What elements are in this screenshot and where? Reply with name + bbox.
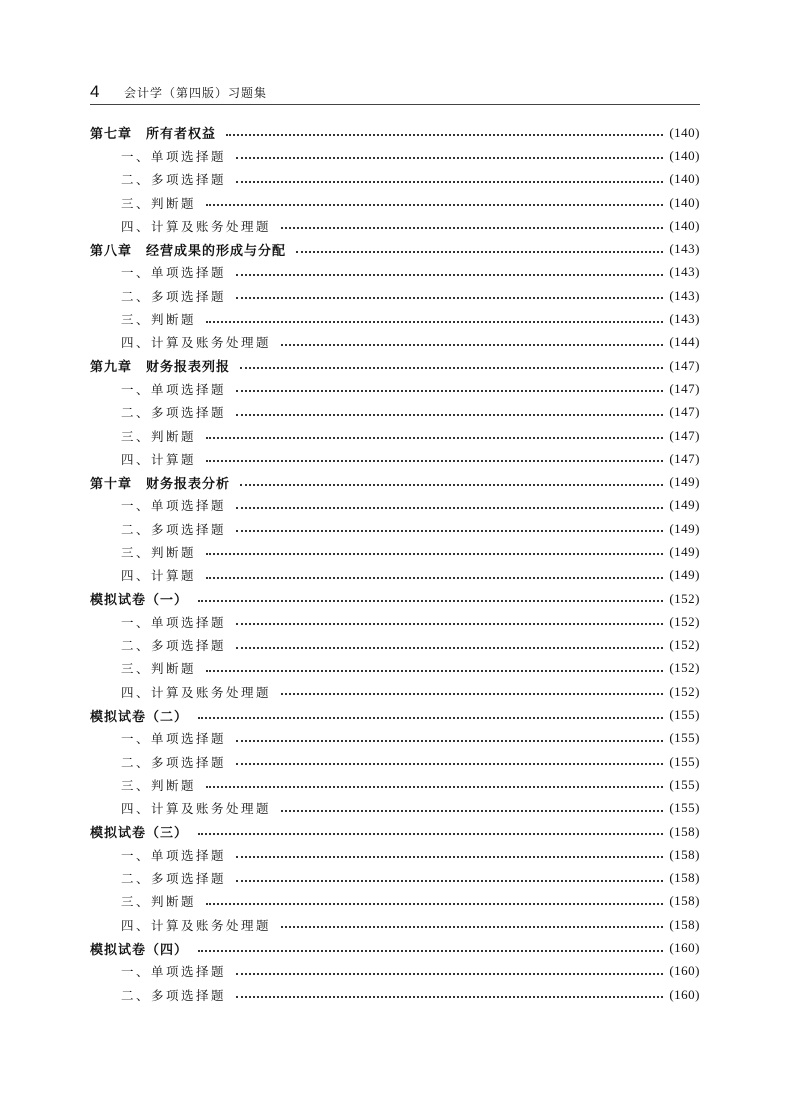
toc-page-number: (149) xyxy=(669,474,700,490)
toc-page-number: (143) xyxy=(669,264,700,280)
toc-entry-title: 第九章 财务报表列报 xyxy=(90,360,231,376)
dot-leader xyxy=(206,552,663,555)
dot-leader xyxy=(198,716,663,719)
toc-page-number: (143) xyxy=(669,287,700,303)
running-header xyxy=(90,82,700,105)
toc-page-number: (143) xyxy=(669,241,700,257)
dot-leader xyxy=(236,413,663,416)
toc-page-number: (155) xyxy=(669,753,700,769)
dot-leader xyxy=(236,273,663,276)
toc-section-entry xyxy=(90,401,700,424)
dot-leader xyxy=(281,226,663,229)
toc-page-number: (144) xyxy=(669,334,700,350)
toc-section-entry xyxy=(90,214,700,237)
toc-entry-title: 一、单项选择题 xyxy=(121,614,227,630)
toc-section-entry xyxy=(90,517,700,540)
toc-page-number: (155) xyxy=(669,730,700,746)
dot-leader xyxy=(198,949,663,952)
toc-entry-title: 四、计算题 xyxy=(121,568,197,584)
toc-page-number: (149) xyxy=(669,497,700,513)
toc-chapter-entry xyxy=(90,470,700,493)
dot-leader xyxy=(236,296,663,299)
dot-leader xyxy=(281,925,663,928)
toc-section-entry xyxy=(90,284,700,307)
toc-entry-title: 三、判断题 xyxy=(121,428,197,444)
toc-entry-title: 一、单项选择题 xyxy=(121,148,227,164)
toc-entry-title: 第八章 经营成果的形成与分配 xyxy=(90,243,287,259)
toc-entry-title: 模拟试卷（三） xyxy=(90,826,189,842)
toc-entry-title: 二、多项选择题 xyxy=(121,521,227,537)
toc-entry-title: 一、单项选择题 xyxy=(121,498,227,514)
dot-leader xyxy=(281,343,663,346)
dot-leader xyxy=(206,203,663,206)
dot-leader xyxy=(206,436,663,439)
toc-chapter-entry xyxy=(90,936,700,959)
dot-leader xyxy=(236,622,663,625)
toc-section-entry xyxy=(90,307,700,330)
dot-leader xyxy=(236,972,663,975)
dot-leader xyxy=(236,646,663,649)
toc-page-number: (158) xyxy=(669,893,700,909)
dot-leader xyxy=(236,995,663,998)
page-number: 4 xyxy=(90,82,100,101)
dot-leader xyxy=(226,133,663,136)
dot-leader xyxy=(240,483,663,486)
toc-page-number: (160) xyxy=(669,963,700,979)
toc-section-entry xyxy=(90,890,700,913)
toc-page-number: (147) xyxy=(669,380,700,396)
dot-leader xyxy=(240,366,663,369)
dot-leader xyxy=(236,879,663,882)
book-title: 会计学（第四版）习题集 xyxy=(124,86,268,100)
toc-chapter-entry xyxy=(90,121,700,144)
toc-page-number: (158) xyxy=(669,870,700,886)
toc-page-number: (147) xyxy=(669,427,700,443)
toc-page-number: (147) xyxy=(669,450,700,466)
toc-section-entry xyxy=(90,867,700,890)
toc-page-number: (152) xyxy=(669,660,700,676)
toc-entry-title: 三、判断题 xyxy=(121,894,197,910)
dot-leader xyxy=(206,669,663,672)
toc-page-number: (140) xyxy=(669,217,700,233)
dot-leader xyxy=(236,762,663,765)
toc-chapter-entry xyxy=(90,703,700,726)
toc-entry-title: 二、多项选择题 xyxy=(121,288,227,304)
toc-entry-title: 二、多项选择题 xyxy=(121,405,227,421)
toc-page-number: (140) xyxy=(669,194,700,210)
toc-section-entry xyxy=(90,657,700,680)
dot-leader xyxy=(236,739,663,742)
toc-entry-title: 一、单项选择题 xyxy=(121,847,227,863)
dot-leader xyxy=(206,902,663,905)
dot-leader xyxy=(236,389,663,392)
dot-leader xyxy=(281,692,663,695)
toc-section-entry xyxy=(90,424,700,447)
toc-section-entry xyxy=(90,983,700,1006)
toc-page-number: (147) xyxy=(669,357,700,373)
toc-section-entry xyxy=(90,634,700,657)
toc-section-entry xyxy=(90,680,700,703)
toc-page-number: (143) xyxy=(669,311,700,327)
dot-leader xyxy=(198,599,663,602)
toc-section-entry xyxy=(90,727,700,750)
toc-entry-title: 一、单项选择题 xyxy=(121,381,227,397)
toc-page-number: (155) xyxy=(669,707,700,723)
table-of-contents xyxy=(90,121,700,1006)
toc-entry-title: 一、单项选择题 xyxy=(121,731,227,747)
toc-entry-title: 三、判断题 xyxy=(121,544,197,560)
toc-section-entry xyxy=(90,261,700,284)
toc-section-entry xyxy=(90,168,700,191)
dot-leader xyxy=(206,576,663,579)
toc-entry-title: 一、单项选择题 xyxy=(121,265,227,281)
dot-leader xyxy=(236,180,663,183)
toc-entry-title: 二、多项选择题 xyxy=(121,871,227,887)
toc-page-number: (140) xyxy=(669,124,700,140)
toc-section-entry xyxy=(90,331,700,354)
toc-section-entry xyxy=(90,447,700,470)
toc-entry-title: 二、多项选择题 xyxy=(121,172,227,188)
toc-section-entry xyxy=(90,494,700,517)
toc-entry-title: 模拟试卷（一） xyxy=(90,593,189,609)
toc-section-entry xyxy=(90,377,700,400)
dot-leader xyxy=(206,785,663,788)
toc-entry-title: 三、判断题 xyxy=(121,195,197,211)
toc-page-number: (149) xyxy=(669,520,700,536)
toc-page-number: (155) xyxy=(669,776,700,792)
toc-page-number: (149) xyxy=(669,567,700,583)
toc-page-number: (152) xyxy=(669,613,700,629)
toc-entry-title: 四、计算题 xyxy=(121,451,197,467)
dot-leader xyxy=(236,156,663,159)
toc-section-entry xyxy=(90,750,700,773)
toc-entry-title: 四、计算及账务处理题 xyxy=(121,684,272,700)
dot-leader xyxy=(206,320,663,323)
toc-chapter-entry xyxy=(90,354,700,377)
toc-entry-title: 四、计算及账务处理题 xyxy=(121,218,272,234)
dot-leader xyxy=(296,250,663,253)
toc-entry-title: 四、计算及账务处理题 xyxy=(121,917,272,933)
toc-entry-title: 三、判断题 xyxy=(121,312,197,328)
toc-page-number: (140) xyxy=(669,171,700,187)
toc-section-entry xyxy=(90,144,700,167)
toc-entry-title: 模拟试卷（二） xyxy=(90,709,189,725)
dot-leader xyxy=(236,855,663,858)
toc-page-number: (160) xyxy=(669,940,700,956)
toc-chapter-entry xyxy=(90,237,700,260)
toc-entry-title: 四、计算及账务处理题 xyxy=(121,801,272,817)
toc-entry-title: 三、判断题 xyxy=(121,777,197,793)
toc-section-entry xyxy=(90,540,700,563)
toc-entry-title: 二、多项选择题 xyxy=(121,754,227,770)
dot-leader xyxy=(206,459,663,462)
toc-section-entry xyxy=(90,960,700,983)
toc-page-number: (158) xyxy=(669,916,700,932)
toc-entry-title: 一、单项选择题 xyxy=(121,964,227,980)
toc-entry-title: 四、计算及账务处理题 xyxy=(121,335,272,351)
toc-entry-title: 二、多项选择题 xyxy=(121,987,227,1003)
toc-section-entry xyxy=(90,797,700,820)
toc-page-number: (140) xyxy=(669,147,700,163)
toc-page-number: (147) xyxy=(669,404,700,420)
toc-entry-title: 模拟试卷（四） xyxy=(90,942,189,958)
toc-section-entry xyxy=(90,564,700,587)
dot-leader xyxy=(236,529,663,532)
toc-section-entry xyxy=(90,191,700,214)
toc-entry-title: 三、判断题 xyxy=(121,661,197,677)
toc-page-number: (152) xyxy=(669,683,700,699)
dot-leader xyxy=(198,832,663,835)
toc-page-number: (158) xyxy=(669,846,700,862)
toc-entry-title: 第十章 财务报表分析 xyxy=(90,476,231,492)
toc-page-number: (155) xyxy=(669,800,700,816)
toc-page-number: (152) xyxy=(669,637,700,653)
toc-chapter-entry xyxy=(90,587,700,610)
toc-page-number: (160) xyxy=(669,986,700,1002)
toc-section-entry xyxy=(90,773,700,796)
toc-page-number: (152) xyxy=(669,590,700,606)
toc-chapter-entry xyxy=(90,820,700,843)
dot-leader xyxy=(236,506,663,509)
dot-leader xyxy=(281,809,663,812)
toc-page-number: (158) xyxy=(669,823,700,839)
toc-entry-title: 第七章 所有者权益 xyxy=(90,127,217,143)
toc-section-entry xyxy=(90,843,700,866)
toc-entry-title: 二、多项选择题 xyxy=(121,638,227,654)
toc-section-entry xyxy=(90,610,700,633)
toc-section-entry xyxy=(90,913,700,936)
toc-page-number: (149) xyxy=(669,543,700,559)
